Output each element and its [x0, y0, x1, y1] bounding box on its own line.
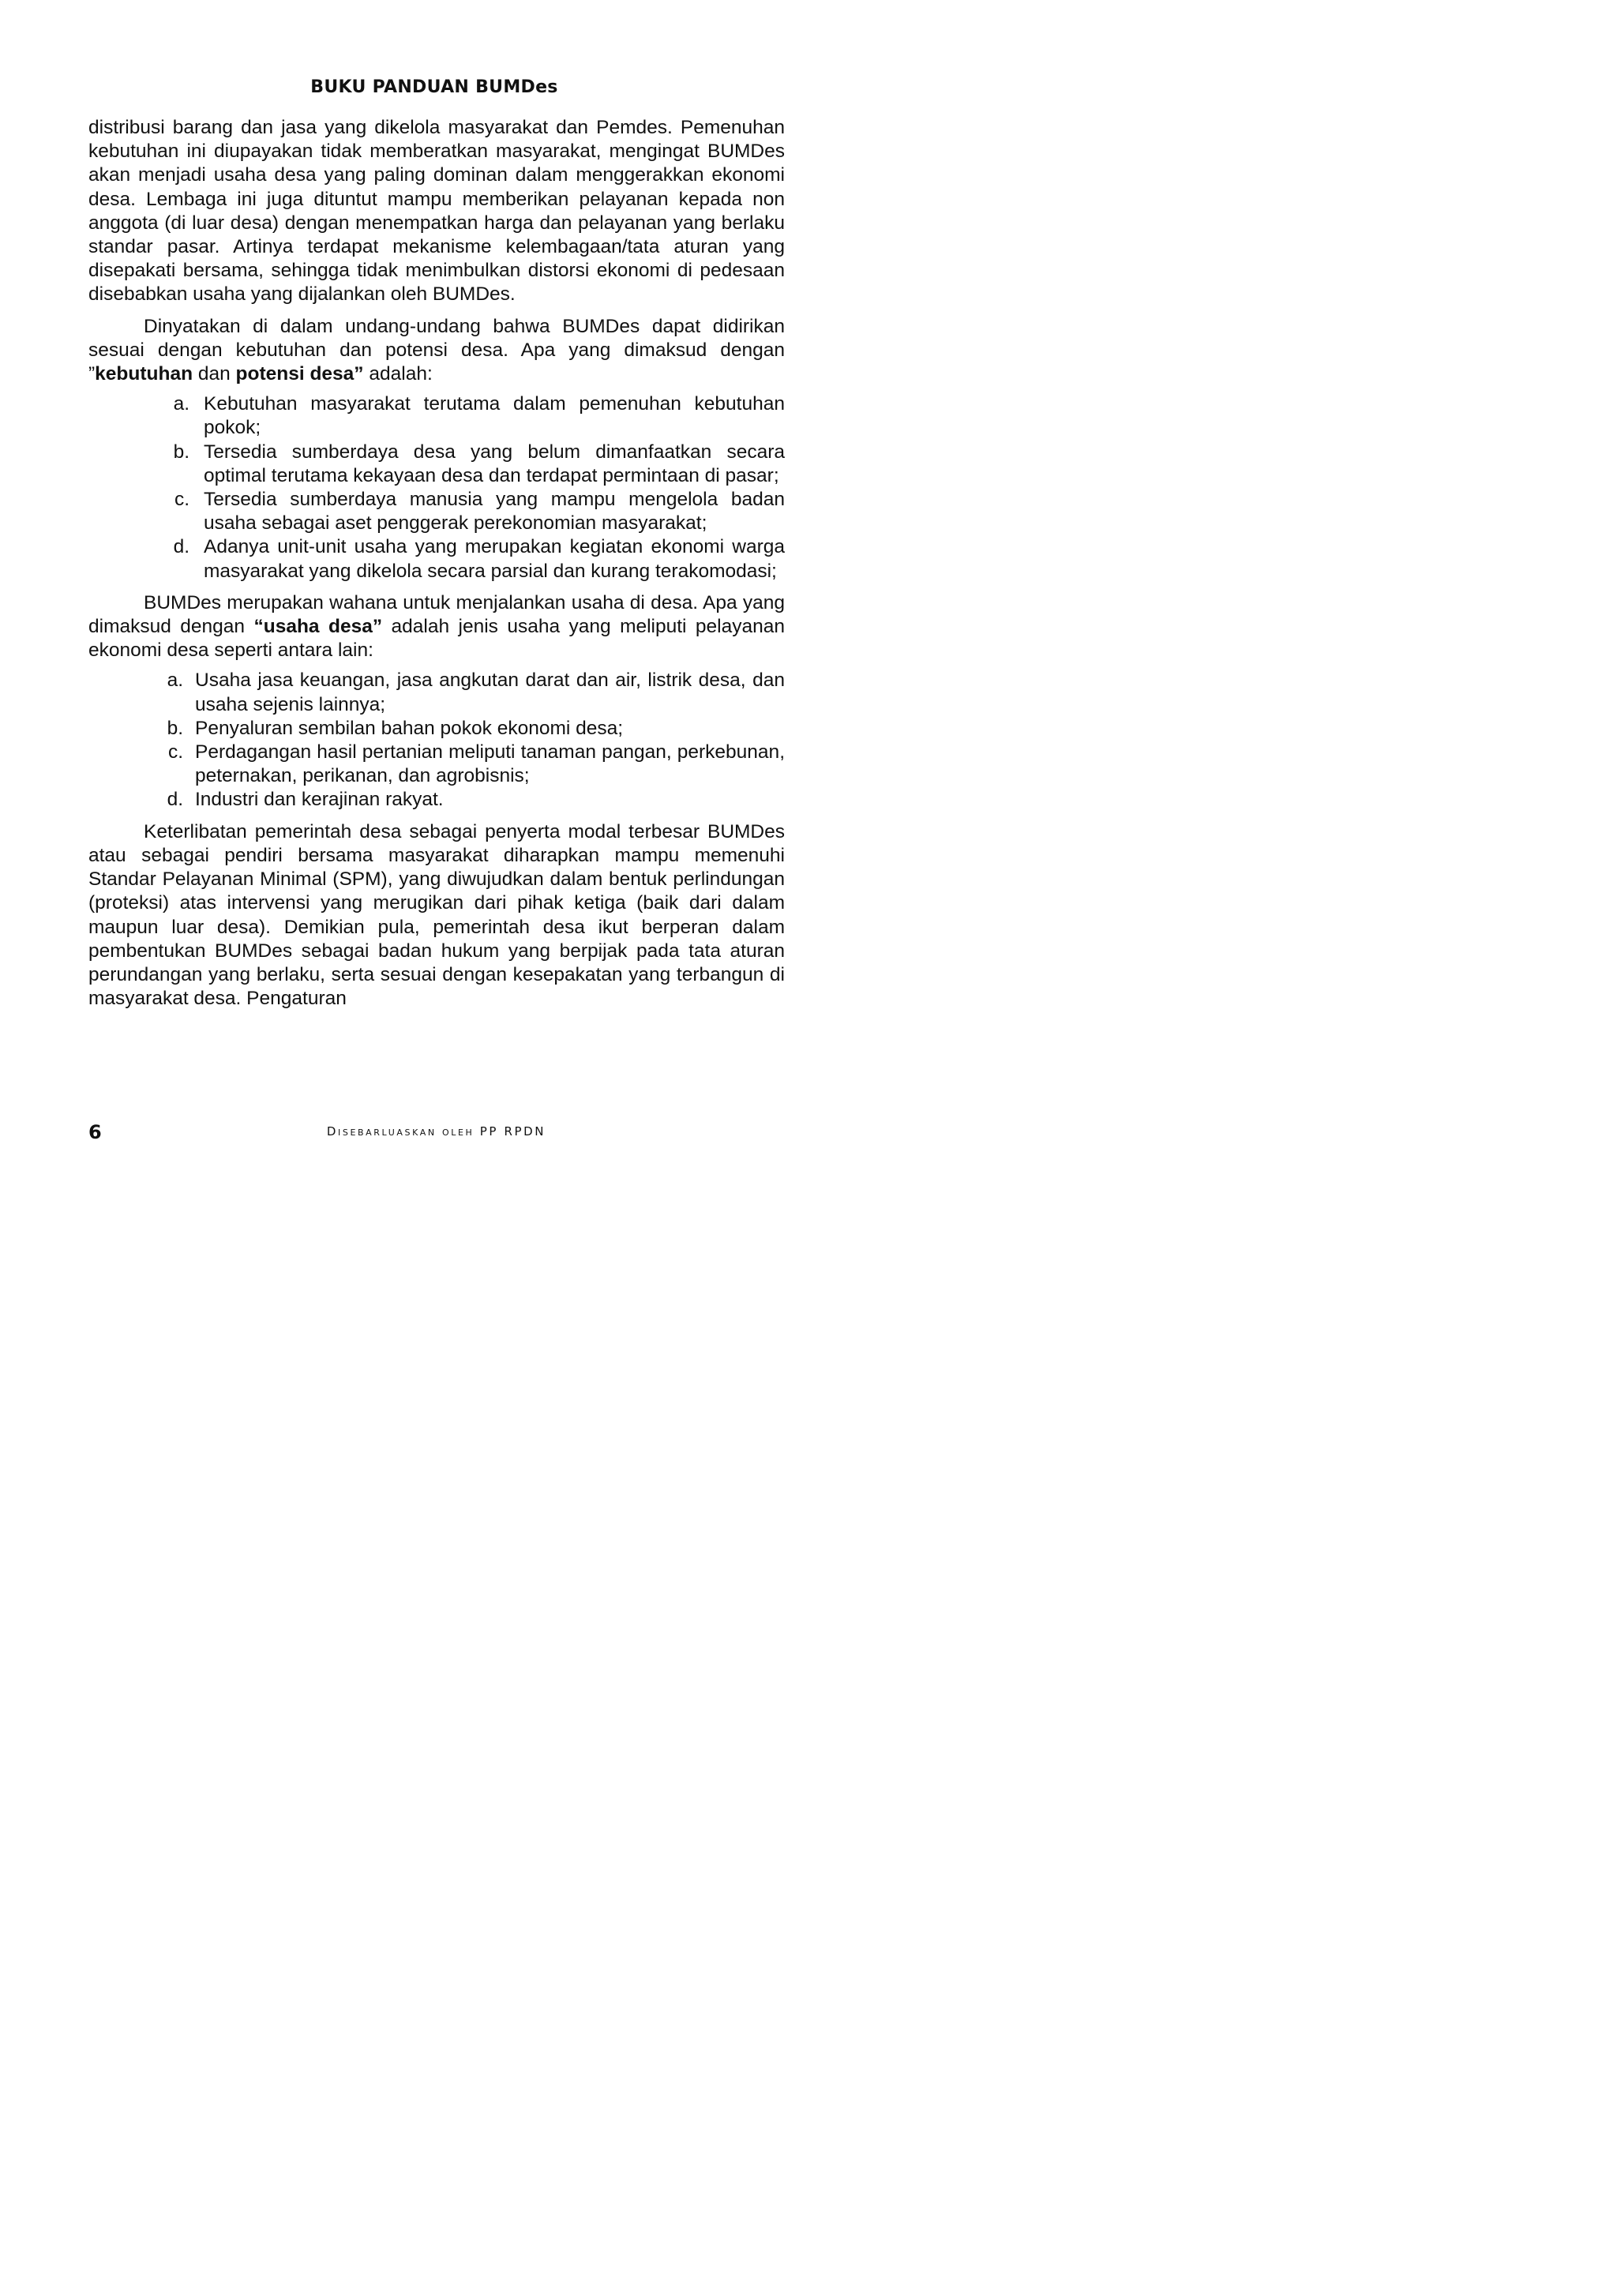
list-item: [166, 441, 785, 488]
bold-term-potensi-desa: potensi desa”: [235, 363, 364, 385]
list-item: [166, 392, 785, 440]
bold-term-kebutuhan: kebutuhan: [95, 363, 193, 385]
list-marker: d.: [173, 536, 189, 558]
paragraph-intro-continuation: distribusi barang dan jasa yang dikelola masyarakat dan Pemdes. Pemenuhan kebutuhan ini diupayakan tidak memberatkan masyarakat, mengingat BUMDes akan menjadi usaha desa yang paling dominan dalam menggerakkan ekonomi desa. Lembaga ini juga dituntut mampu memberikan pelayanan kepada non anggota (di luar desa) dengan menempatkan harga dan pelayanan yang berlaku standar pasar. Artinya terdapat mekanisme kelembagaan/tata aturan yang disepakati bersama, sehingga tidak menimbulkan distorsi ekonomi di pedesaan disebabkan usaha yang dijalankan oleh BUMDes.: [88, 117, 785, 306]
document-page: [0, 0, 869, 1233]
list-marker: d.: [167, 789, 183, 811]
list-item: [166, 488, 785, 535]
list-item-text: Perdagangan hasil pertanian meliputi tanaman pangan, perkebunan, peternakan, perikanan, dan agrobisnis;: [195, 741, 785, 787]
list-marker: c.: [174, 489, 189, 511]
page-number: 6: [88, 1121, 102, 1143]
list-item-text: Tersedia sumberdaya desa yang belum dimanfaatkan secara optimal terutama kekayaan desa dan terdapat permintaan di pasar;: [204, 441, 785, 486]
list-marker: b.: [167, 717, 183, 739]
list-marker: a.: [173, 393, 189, 415]
list-kebutuhan-potensi: [166, 392, 785, 583]
list-item-text: Industri dan kerajinan rakyat.: [195, 789, 444, 811]
list-marker: c.: [167, 741, 183, 763]
list-item: [161, 717, 785, 741]
list-item: [166, 535, 785, 583]
paragraph-usaha-desa: [88, 591, 785, 663]
paragraph-text: Dinyatakan di dalam undang-undang bahwa BUMDes dapat didirikan sesuai dengan kebutuhan dan potensi desa. Apa yang dimaksud dengan ”: [88, 315, 785, 385]
document-body: [88, 116, 785, 1011]
page-header-title: BUKU PANDUAN BUMDes: [310, 77, 558, 97]
list-item-text: Adanya unit-unit usaha yang merupakan kegiatan ekonomi warga masyarakat yang dikelola secara parsial dan kurang terakomodasi;: [204, 536, 785, 582]
paragraph-text: adalah jenis usaha yang meliputi pelayanan ekonomi desa seperti antara lain:: [88, 616, 785, 662]
list-item: [161, 669, 785, 716]
footer-credit: Disebarluaskan oleh PP RPDN: [326, 1124, 546, 1139]
list-item-text: Tersedia sumberdaya manusia yang mampu mengelola badan usaha sebagai aset penggerak perekonomian masyarakat;: [204, 489, 785, 535]
list-item: [161, 741, 785, 788]
paragraph-text: BUMDes merupakan wahana untuk menjalankan usaha di desa. Apa yang dimaksud dengan: [88, 591, 785, 638]
list-item-text: Penyaluran sembilan bahan pokok ekonomi desa;: [195, 717, 624, 739]
list-item: [161, 788, 785, 812]
list-marker: b.: [173, 441, 189, 463]
list-item-text: Kebutuhan masyarakat terutama dalam pemenuhan kebutuhan pokok;: [204, 393, 785, 439]
paragraph-kebutuhan-potensi: [88, 315, 785, 387]
list-marker: a.: [167, 670, 183, 692]
list-item-text: Usaha jasa keuangan, jasa angkutan darat dan air, listrik desa, dan usaha sejenis lainnya;: [195, 670, 785, 715]
list-usaha-desa: [161, 669, 785, 812]
paragraph-text: dan: [193, 363, 236, 385]
paragraph-keterlibatan-pemerintah: Keterlibatan pemerintah desa sebagai penyerta modal terbesar BUMDes atau sebagai pendiri bersama masyarakat diharapkan mampu memenuhi Standar Pelayanan Minimal (SPM), yang diwujudkan dalam bentuk perlindungan (proteksi) atas intervensi yang merugikan dari pihak ketiga (baik dari dalam maupun luar desa). Demikian pula, pemerintah desa ikut berperan dalam pembentukan BUMDes sebagai badan hukum yang berpijak pada tata aturan perundangan yang berlaku, serta sesuai dengan kesepakatan yang terbangun di masyarakat desa. Pengaturan: [88, 820, 785, 1010]
bold-term-usaha-desa: “usaha desa”: [253, 616, 383, 638]
paragraph-text: adalah:: [363, 363, 433, 385]
